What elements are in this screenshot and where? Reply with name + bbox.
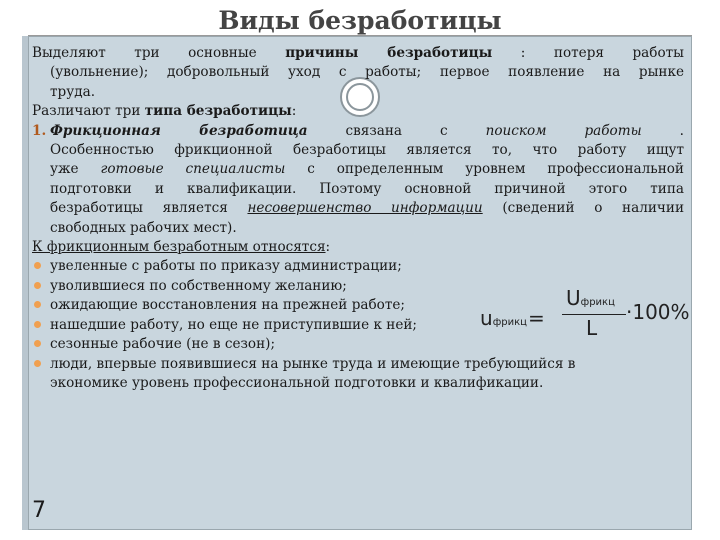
bullet-text: уволившиеся по собственному желанию; xyxy=(50,277,347,294)
para3 xyxy=(32,238,684,257)
text: : потеря работы xyxy=(492,45,684,61)
formula-equals: = xyxy=(528,306,545,330)
page-number: 7 xyxy=(32,498,46,523)
bullet-dot-icon xyxy=(32,335,50,354)
para1-line1 xyxy=(32,44,684,63)
frictional-unemployment-formula xyxy=(480,286,700,346)
text: . xyxy=(641,122,684,139)
bullet-text: ожидающие восстановления на прежней работе; xyxy=(50,297,406,314)
slide-title: Виды безработицы xyxy=(218,6,502,35)
bullet-dot-icon xyxy=(32,257,50,276)
bullet-text: люди, впервые появившиеся на рынке труда и имеющие требующийся в xyxy=(50,355,576,372)
text: связана с xyxy=(307,122,486,139)
keyword: готовые специалисты xyxy=(100,161,286,178)
item1-line5 xyxy=(32,199,684,218)
bullet-dot-icon xyxy=(32,316,50,335)
formula-var: u xyxy=(480,306,493,330)
text: К фрикционным безработным относятся xyxy=(32,239,326,256)
text: : xyxy=(291,103,297,120)
item1-line2: Особенностью фрикционной безработицы является то, что работу ищут xyxy=(50,142,684,159)
bullet-dot-icon xyxy=(32,296,50,315)
list-number: 1. xyxy=(32,122,47,139)
keyword: типа безработицы xyxy=(144,103,292,120)
para1-line3: труда. xyxy=(50,83,96,100)
para1-line2: (увольнение); добровольный уход с работы; первое появление на рынке xyxy=(50,64,684,81)
item1-line3 xyxy=(32,160,684,179)
text: Различают три xyxy=(32,103,145,120)
formula-multiplier: ·100% xyxy=(626,300,690,324)
text: : xyxy=(325,239,331,256)
bullet-item xyxy=(32,257,684,276)
item1-line1 xyxy=(32,122,684,141)
keyword: несовершенство информации xyxy=(247,200,483,217)
text: уже xyxy=(50,161,101,178)
formula-sub: фрикц xyxy=(492,317,527,328)
keyword: поиском работы xyxy=(485,122,642,139)
text: (сведений о наличии xyxy=(482,200,685,217)
keyword: Фрикционная безработица xyxy=(50,122,308,139)
formula-sub: фрикц xyxy=(580,297,615,308)
bullet-text: увеленные с работы по приказу администрации; xyxy=(50,258,402,275)
bullet-text: нашедшие работу, но еще не приступившие к ней; xyxy=(50,316,418,333)
bullet-dot-icon xyxy=(32,277,50,296)
item1-line4: подготовки и квалификации. Поэтому основной причиной этого типа xyxy=(50,180,684,197)
para2 xyxy=(32,102,684,121)
bullet-item xyxy=(32,355,684,374)
bullet-text: сезонные рабочие (не в сезон); xyxy=(50,336,276,353)
text: Выделяют три основные xyxy=(32,45,286,61)
formula-var: U xyxy=(566,286,581,310)
bullet-dot-icon xyxy=(32,355,50,374)
formula-lhs xyxy=(480,306,527,330)
keyword: причины безработицы xyxy=(285,45,493,61)
text: с определенным уровнем профессиональной xyxy=(285,161,684,178)
formula-denominator: L xyxy=(586,316,598,340)
item1-line6: свободных рабочих мест). xyxy=(50,219,237,236)
fraction-bar xyxy=(562,314,626,315)
formula-numerator xyxy=(566,286,615,310)
text: безработицы является xyxy=(50,200,248,217)
bullet-item-cont: экономике уровень профессиональной подготовки и квалификации. xyxy=(50,374,544,391)
